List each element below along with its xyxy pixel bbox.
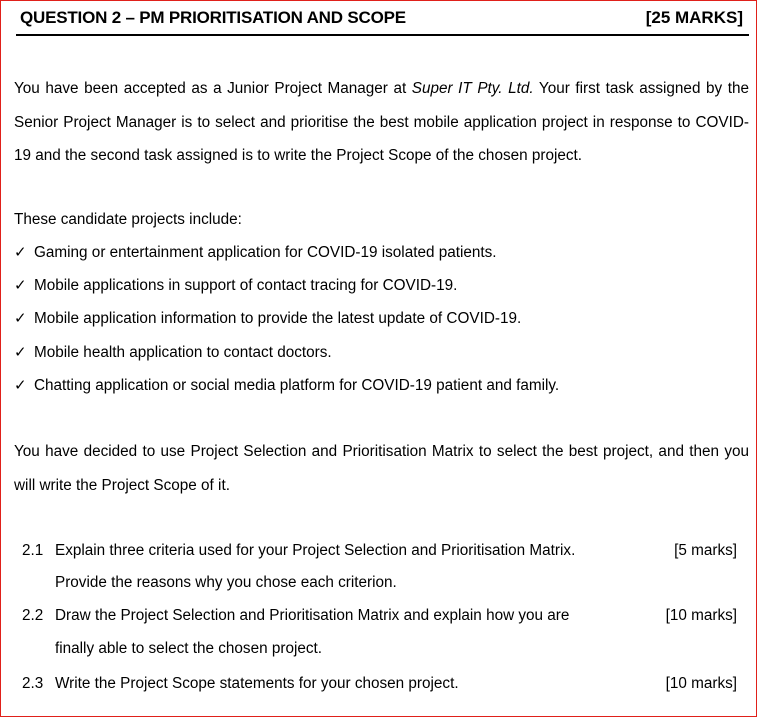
list-item bbox=[14, 302, 559, 335]
intro-text-end: Your first task assigned by the Senior Project Manager is to select and prioritise the best mobile application project in response to COVID-19 and the second task assigned is to write the Project Scope of the chosen project. bbox=[14, 80, 749, 164]
question-text: finally able to select the chosen project. bbox=[55, 640, 323, 657]
question-text: Explain three criteria used for your Project Selection and Prioritisation Matrix. bbox=[55, 542, 576, 559]
candidate-project-list bbox=[14, 236, 559, 402]
question-2-3 bbox=[0, 667, 759, 700]
question-text: Draw the Project Selection and Prioritisation Matrix and explain how you are bbox=[55, 607, 570, 624]
candidate-project-text: Gaming or entertainment application for COVID-19 isolated patients. bbox=[34, 244, 497, 261]
intro-text-start: You have been accepted as a Junior Project Manager at bbox=[14, 80, 412, 97]
checkmark-icon: ✓ bbox=[14, 376, 27, 394]
candidate-project-text: Chatting application or social media platform for COVID-19 patient and family. bbox=[34, 376, 560, 394]
list-item bbox=[14, 369, 559, 402]
candidate-project-text: Mobile health application to contact doctors. bbox=[34, 343, 332, 361]
checkmark-icon: ✓ bbox=[14, 244, 27, 261]
question-2-2 bbox=[0, 599, 759, 632]
candidate-project-text: Mobile application information to provide the latest update of COVID-19. bbox=[34, 310, 522, 328]
question-2-2-continuation bbox=[0, 632, 759, 665]
checkmark-icon: ✓ bbox=[14, 310, 27, 328]
checkmark-icon: ✓ bbox=[14, 343, 27, 361]
list-item bbox=[14, 236, 559, 269]
question-total-marks: [25 MARKS] bbox=[645, 8, 743, 27]
question-text: Write the Project Scope statements for your chosen project. bbox=[55, 675, 459, 692]
candidate-project-text: Mobile applications in support of contact tracing for COVID-19. bbox=[34, 277, 458, 295]
checkmark-icon: ✓ bbox=[14, 277, 27, 295]
intro-paragraph bbox=[14, 72, 749, 173]
question-number: 2.1 bbox=[22, 542, 44, 559]
decision-paragraph: You have decided to use Project Selection and Prioritisation Matrix to select the best project, and then you will write the Project Scope of it. bbox=[14, 443, 749, 494]
question-marks: [10 marks] bbox=[665, 607, 737, 624]
candidates-heading: These candidate projects include: bbox=[14, 211, 242, 228]
question-number: 2.3 bbox=[22, 675, 44, 692]
question-marks: [10 marks] bbox=[665, 675, 737, 692]
question-header bbox=[16, 4, 749, 36]
question-text: Provide the reasons why you chose each criterion. bbox=[55, 574, 397, 591]
list-item bbox=[14, 269, 559, 302]
list-item bbox=[14, 336, 559, 369]
question-number: 2.2 bbox=[22, 607, 44, 624]
question-2-1 bbox=[0, 534, 759, 567]
company-name: Super IT Pty. Ltd. bbox=[411, 80, 534, 97]
question-marks: [5 marks] bbox=[674, 542, 737, 559]
question-title: QUESTION 2 – PM PRIORITISATION AND SCOPE bbox=[20, 8, 406, 27]
question-2-1-continuation bbox=[0, 566, 759, 599]
